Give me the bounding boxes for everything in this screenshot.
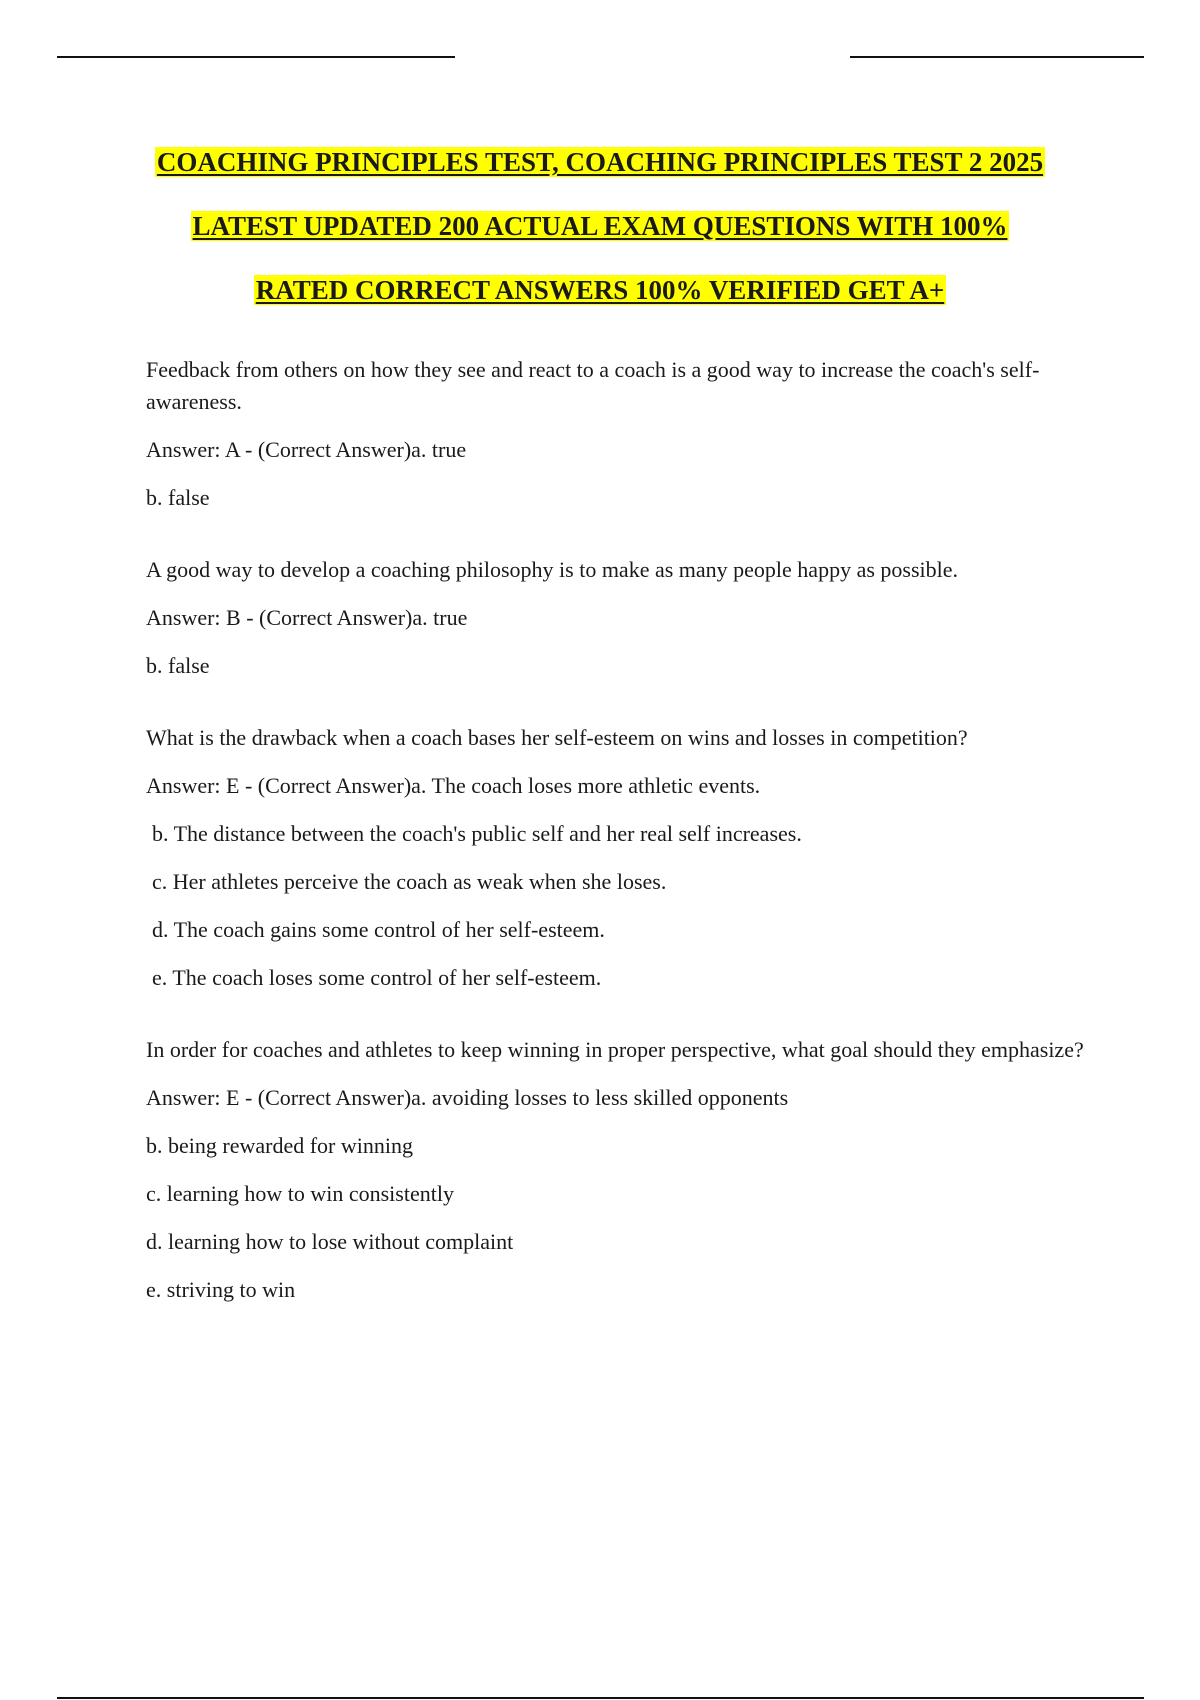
question-list	[146, 354, 1086, 1346]
footer-rule	[57, 1697, 1144, 1699]
question-item	[146, 554, 1086, 682]
title-line-3: RATED CORRECT ANSWERS 100% VERIFIED GET A+	[255, 275, 945, 305]
header-rule-right	[850, 56, 1144, 58]
option-line: b. The distance between the coach's public self and her real self increases.	[152, 821, 802, 846]
header-rule-left	[57, 56, 455, 58]
answer-line: Answer: E - (Correct Answer)a. The coach loses more athletic events.	[146, 773, 761, 798]
option-line: e. The coach loses some control of her self-esteem.	[152, 965, 602, 990]
question-item	[146, 1034, 1086, 1306]
option-line: d. learning how to lose without complaint	[146, 1229, 514, 1254]
answer-line: Answer: A - (Correct Answer)a. true	[146, 437, 467, 462]
answer-line: Answer: B - (Correct Answer)a. true	[146, 605, 468, 630]
question-text: A good way to develop a coaching philosophy is to make as many people happy as possible.	[146, 557, 959, 582]
question-text: Feedback from others on how they see and react to a coach is a good way to increase the coach's self-awareness.	[146, 357, 1040, 414]
option-line: d. The coach gains some control of her self-esteem.	[152, 917, 605, 942]
option-line: c. learning how to win consistently	[146, 1181, 454, 1206]
option-line: b. being rewarded for winning	[146, 1133, 413, 1158]
title-line-1: COACHING PRINCIPLES TEST, COACHING PRINCIPLES TEST 2 2025	[156, 147, 1044, 177]
option-line: c. Her athletes perceive the coach as weak when she loses.	[152, 869, 667, 894]
option-line: b. false	[146, 485, 210, 510]
question-item	[146, 354, 1086, 514]
document-title	[0, 140, 1200, 332]
question-item	[146, 722, 1086, 994]
question-text: In order for coaches and athletes to keep winning in proper perspective, what goal should they emphasize?	[146, 1037, 1084, 1062]
option-line: e. striving to win	[146, 1277, 296, 1302]
title-line-2: LATEST UPDATED 200 ACTUAL EXAM QUESTIONS WITH 100%	[192, 211, 1008, 241]
answer-line: Answer: E - (Correct Answer)a. avoiding losses to less skilled opponents	[146, 1085, 789, 1110]
option-line: b. false	[146, 653, 210, 678]
question-text: What is the drawback when a coach bases her self-esteem on wins and losses in competition?	[146, 725, 968, 750]
